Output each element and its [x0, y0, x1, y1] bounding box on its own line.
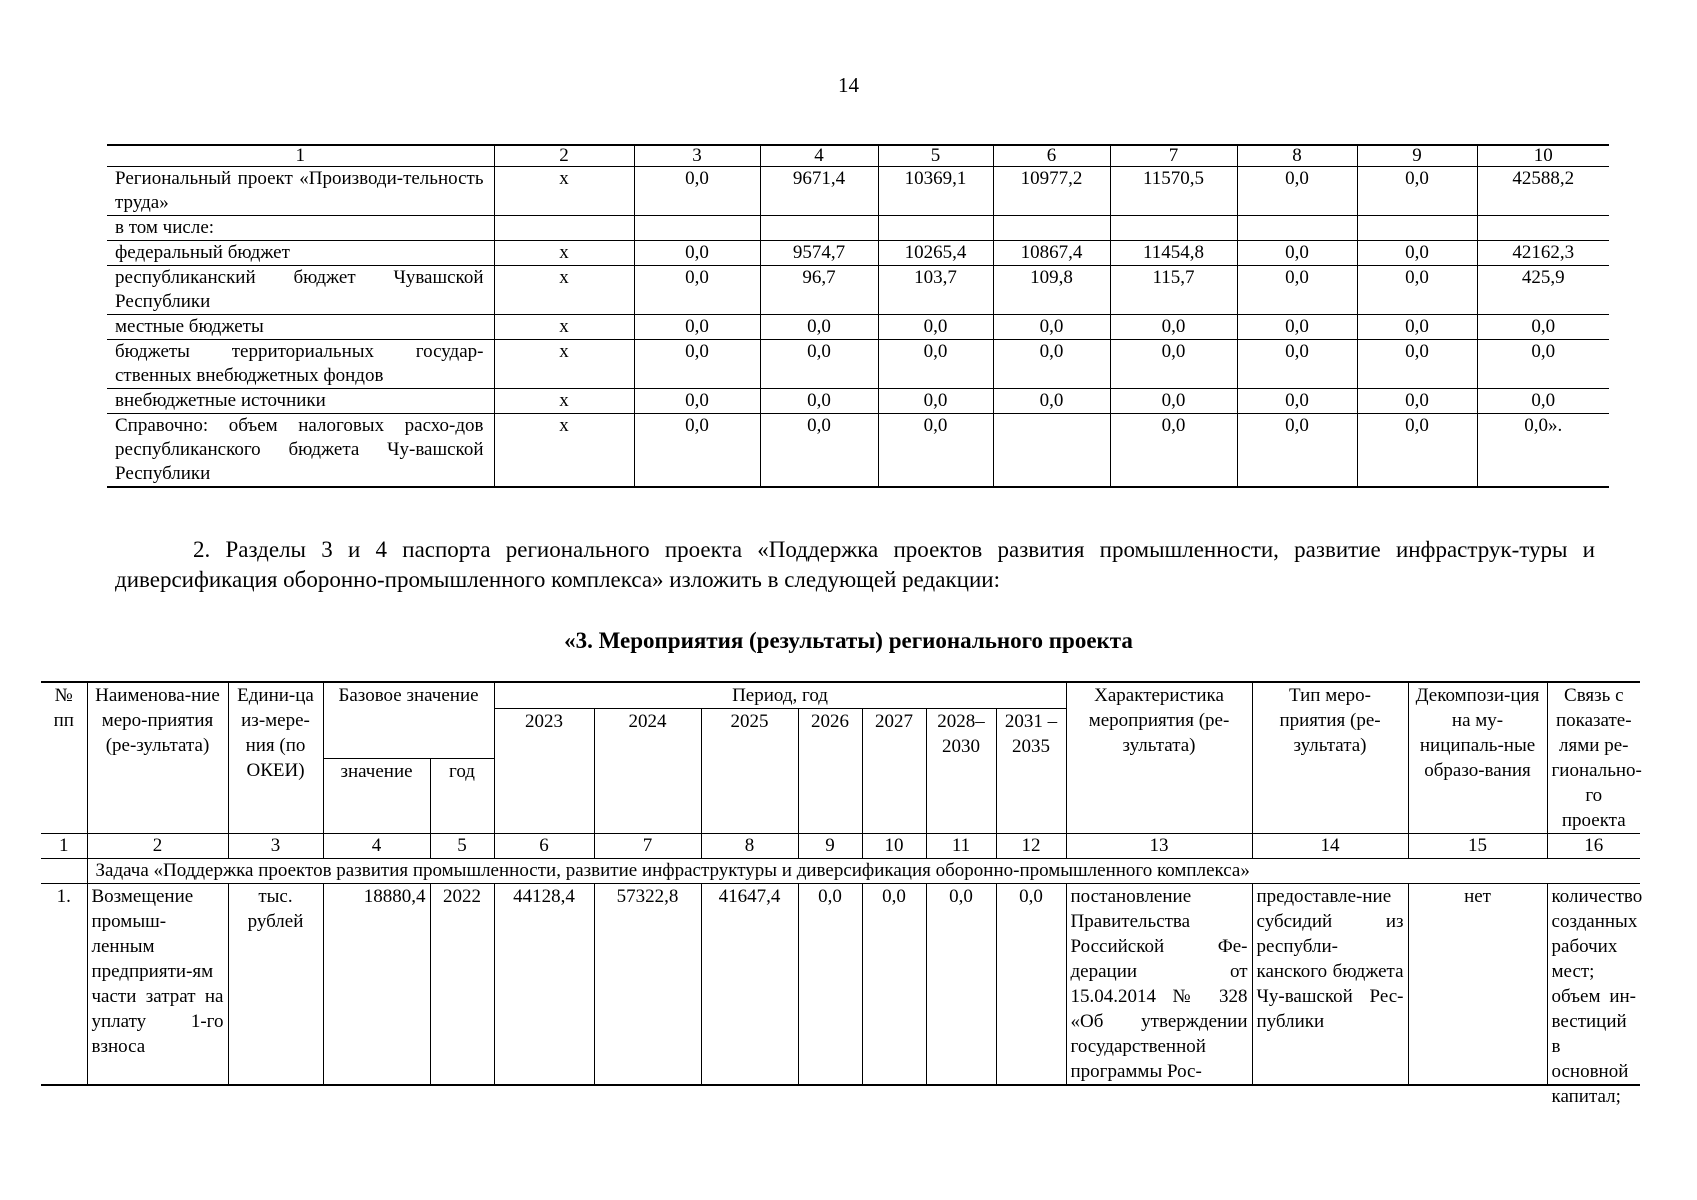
row-value: 0,0: [1237, 389, 1357, 414]
row-value: 0,0: [1357, 241, 1477, 266]
row-value: 11570,5: [1110, 167, 1237, 216]
header-link: Связь с показате-лями ре-гионально-го проекта: [1547, 682, 1640, 834]
row-label: Региональный проект «Производи-тельность труда»: [107, 167, 494, 216]
body-paragraph: 2. Разделы 3 и 4 паспорта регионального проекта «Поддержка проектов развития промышленности, развитие инфраструк-туры и диверсификация оборонно-промышленного комплекса» изложить в следующей редакции:: [115, 537, 1595, 592]
column-header: 9: [1357, 145, 1477, 167]
row-value: 0,0: [798, 884, 862, 1086]
row-value: 0,0: [996, 884, 1066, 1086]
row-type: предоставле-ние субсидий из республи-канского бюджета Чу-вашской Рес-публики: [1252, 884, 1408, 1086]
row-value: 9671,4: [760, 167, 878, 216]
column-header: 5: [878, 145, 993, 167]
row-value: 0,0: [634, 340, 760, 389]
row-value: [993, 414, 1110, 488]
table-row: [107, 216, 1609, 241]
row-value: 42162,3: [1477, 241, 1609, 266]
page-number: 14: [838, 73, 859, 97]
row-label: внебюджетные источники: [107, 389, 494, 414]
row-value: 42588,2: [1477, 167, 1609, 216]
row-label: республиканский бюджет Чувашской Республики: [107, 266, 494, 315]
header-base: Базовое значение: [323, 682, 494, 759]
row-value: 103,7: [878, 266, 993, 315]
table-row: [107, 241, 1609, 266]
row-value: 0,0: [993, 340, 1110, 389]
row-value: 0,0: [1110, 315, 1237, 340]
table-row: [107, 266, 1609, 315]
row-value: 425,9: [1477, 266, 1609, 315]
header-num: № пп: [41, 682, 87, 834]
row-label: в том числе:: [107, 216, 494, 241]
row-value: 11454,8: [1110, 241, 1237, 266]
header-row: [107, 145, 1609, 167]
row-value: 10265,4: [878, 241, 993, 266]
row-value: 10369,1: [878, 167, 993, 216]
header-type: Тип меро-приятия (ре-зультата): [1252, 682, 1408, 834]
column-number: 16: [1547, 834, 1640, 859]
row-value: 0,0: [1477, 340, 1609, 389]
row-name: Возмещение промыш-ленным предприяти-ям части затрат на уплату 1-го взноса: [87, 884, 228, 1086]
row-value: 0,0: [1110, 389, 1237, 414]
row-decomposition: нет: [1408, 884, 1547, 1086]
column-header: 4: [760, 145, 878, 167]
header-base-value: значение: [323, 759, 430, 834]
column-number: 3: [228, 834, 323, 859]
header-year: 2023: [494, 709, 594, 834]
column-header: 1: [107, 145, 494, 167]
column-number: 6: [494, 834, 594, 859]
row-value: [1477, 216, 1609, 241]
column-number: 13: [1066, 834, 1252, 859]
row-marker: х: [494, 340, 634, 389]
row-value: 115,7: [1110, 266, 1237, 315]
column-number: 7: [594, 834, 701, 859]
row-value: 0,0: [1237, 167, 1357, 216]
header-period: Период, год: [494, 682, 1066, 709]
row-value: 0,0: [1237, 414, 1357, 488]
row-value: 57322,8: [594, 884, 701, 1086]
row-marker: х: [494, 315, 634, 340]
row-value: 0,0: [1237, 315, 1357, 340]
row-value: 0,0».: [1477, 414, 1609, 488]
row-value: 0,0: [1237, 340, 1357, 389]
row-value: 0,0: [878, 340, 993, 389]
row-base-value: 18880,4: [323, 884, 430, 1086]
column-header: 8: [1237, 145, 1357, 167]
row-base-year: 2022: [430, 884, 494, 1086]
row-value: 9574,7: [760, 241, 878, 266]
column-number: 4: [323, 834, 430, 859]
row-value: 0,0: [634, 389, 760, 414]
task-row: [41, 859, 1640, 884]
row-label: федеральный бюджет: [107, 241, 494, 266]
row-value: 0,0: [993, 389, 1110, 414]
table-row: [107, 389, 1609, 414]
column-number: 12: [996, 834, 1066, 859]
column-number: 9: [798, 834, 862, 859]
row-value: 0,0: [634, 167, 760, 216]
column-number: 2: [87, 834, 228, 859]
column-header: 10: [1477, 145, 1609, 167]
row-value: [993, 216, 1110, 241]
column-number: 11: [926, 834, 996, 859]
table-row: [41, 884, 1640, 1086]
column-number: 10: [862, 834, 926, 859]
row-value: 0,0: [1357, 389, 1477, 414]
row-value: [1110, 216, 1237, 241]
row-value: 0,0: [1110, 414, 1237, 488]
row-value: 0,0: [878, 414, 993, 488]
row-value: 0,0: [1357, 266, 1477, 315]
header-row: [41, 682, 1640, 709]
row-value: 96,7: [760, 266, 878, 315]
row-marker: х: [494, 414, 634, 488]
row-value: 0,0: [634, 266, 760, 315]
row-marker: х: [494, 241, 634, 266]
header-year: 2026: [798, 709, 862, 834]
row-value: 0,0: [634, 414, 760, 488]
activities-table: [41, 681, 1643, 1107]
row-value: 0,0: [760, 340, 878, 389]
row-marker: [494, 216, 634, 241]
header-year: 2024: [594, 709, 701, 834]
column-header: 7: [1110, 145, 1237, 167]
column-header: 6: [993, 145, 1110, 167]
row-value: 0,0: [634, 241, 760, 266]
header-name: Наименова-ние меро-приятия (ре-зультата): [87, 682, 228, 834]
row-value: [1357, 216, 1477, 241]
section-title: «3. Мероприятия (результаты) регионального проекта: [564, 628, 1133, 653]
row-link: количество созданных рабочих мест; объем ин-вестиций в основной капитал;: [1547, 884, 1640, 1086]
row-value: 41647,4: [701, 884, 798, 1086]
header-decomposition: Декомпози-ция на му-ниципаль-ные образо-вания: [1408, 682, 1547, 834]
row-value: 0,0: [878, 315, 993, 340]
row-value: [634, 216, 760, 241]
row-marker: х: [494, 266, 634, 315]
row-value: 10867,4: [993, 241, 1110, 266]
row-value: 0,0: [634, 315, 760, 340]
row-value: 0,0: [760, 389, 878, 414]
row-value: 0,0: [1477, 315, 1609, 340]
row-value: 0,0: [926, 884, 996, 1086]
row-label: Справочно: объем налоговых расхо-дов республиканского бюджета Чу-вашской Республики: [107, 414, 494, 488]
row-value: 0,0: [1357, 414, 1477, 488]
row-value: 0,0: [878, 389, 993, 414]
row-label: бюджеты территориальных государ-ственных внебюджетных фондов: [107, 340, 494, 389]
row-value: 0,0: [760, 315, 878, 340]
row-label: местные бюджеты: [107, 315, 494, 340]
row-num: 1.: [41, 884, 87, 1086]
row-value: 0,0: [862, 884, 926, 1086]
column-number: 15: [1408, 834, 1547, 859]
row-marker: х: [494, 389, 634, 414]
financing-table: [107, 144, 1609, 488]
row-value: 0,0: [1357, 315, 1477, 340]
table-row: [107, 340, 1609, 389]
row-value: 0,0: [1357, 340, 1477, 389]
header-base-year: год: [430, 759, 494, 834]
row-value: 0,0: [1477, 389, 1609, 414]
row-marker: х: [494, 167, 634, 216]
table-row: [107, 167, 1609, 216]
row-value: 0,0: [1237, 241, 1357, 266]
header-unit: Едини-ца из-мере-ния (по ОКЕИ): [228, 682, 323, 834]
row-value: 0,0: [993, 315, 1110, 340]
column-number: 5: [430, 834, 494, 859]
row-value: [1237, 216, 1357, 241]
row-value: 10977,2: [993, 167, 1110, 216]
header-year: 2025: [701, 709, 798, 834]
row-value: 109,8: [993, 266, 1110, 315]
row-value: 44128,4: [494, 884, 594, 1086]
row-characteristic: постановление Правительства Российской Фе-дерации от 15.04.2014 № 328 «Об утверждении государственной программы Рос-: [1066, 884, 1252, 1086]
row-value: [760, 216, 878, 241]
header-year: 2031 – 2035: [996, 709, 1066, 834]
header-year: 2028–2030: [926, 709, 996, 834]
table-row: [107, 414, 1609, 488]
column-numbers-row: [41, 834, 1640, 859]
column-number: 14: [1252, 834, 1408, 859]
task-text: Задача «Поддержка проектов развития промышленности, развитие инфраструктуры и диверсификация оборонно-промышленного комплекса»: [87, 859, 1640, 884]
row-value: 0,0: [760, 414, 878, 488]
column-number: 8: [701, 834, 798, 859]
table-row: [107, 315, 1609, 340]
row-value: 0,0: [1237, 266, 1357, 315]
column-header: 3: [634, 145, 760, 167]
column-header: 2: [494, 145, 634, 167]
row-value: 0,0: [1357, 167, 1477, 216]
row-value: 0,0: [1110, 340, 1237, 389]
column-number: 1: [41, 834, 87, 859]
row-unit: тыс. рублей: [228, 884, 323, 1086]
header-year: 2027: [862, 709, 926, 834]
row-value: [878, 216, 993, 241]
header-characteristic: Характеристика мероприятия (ре-зультата): [1066, 682, 1252, 834]
